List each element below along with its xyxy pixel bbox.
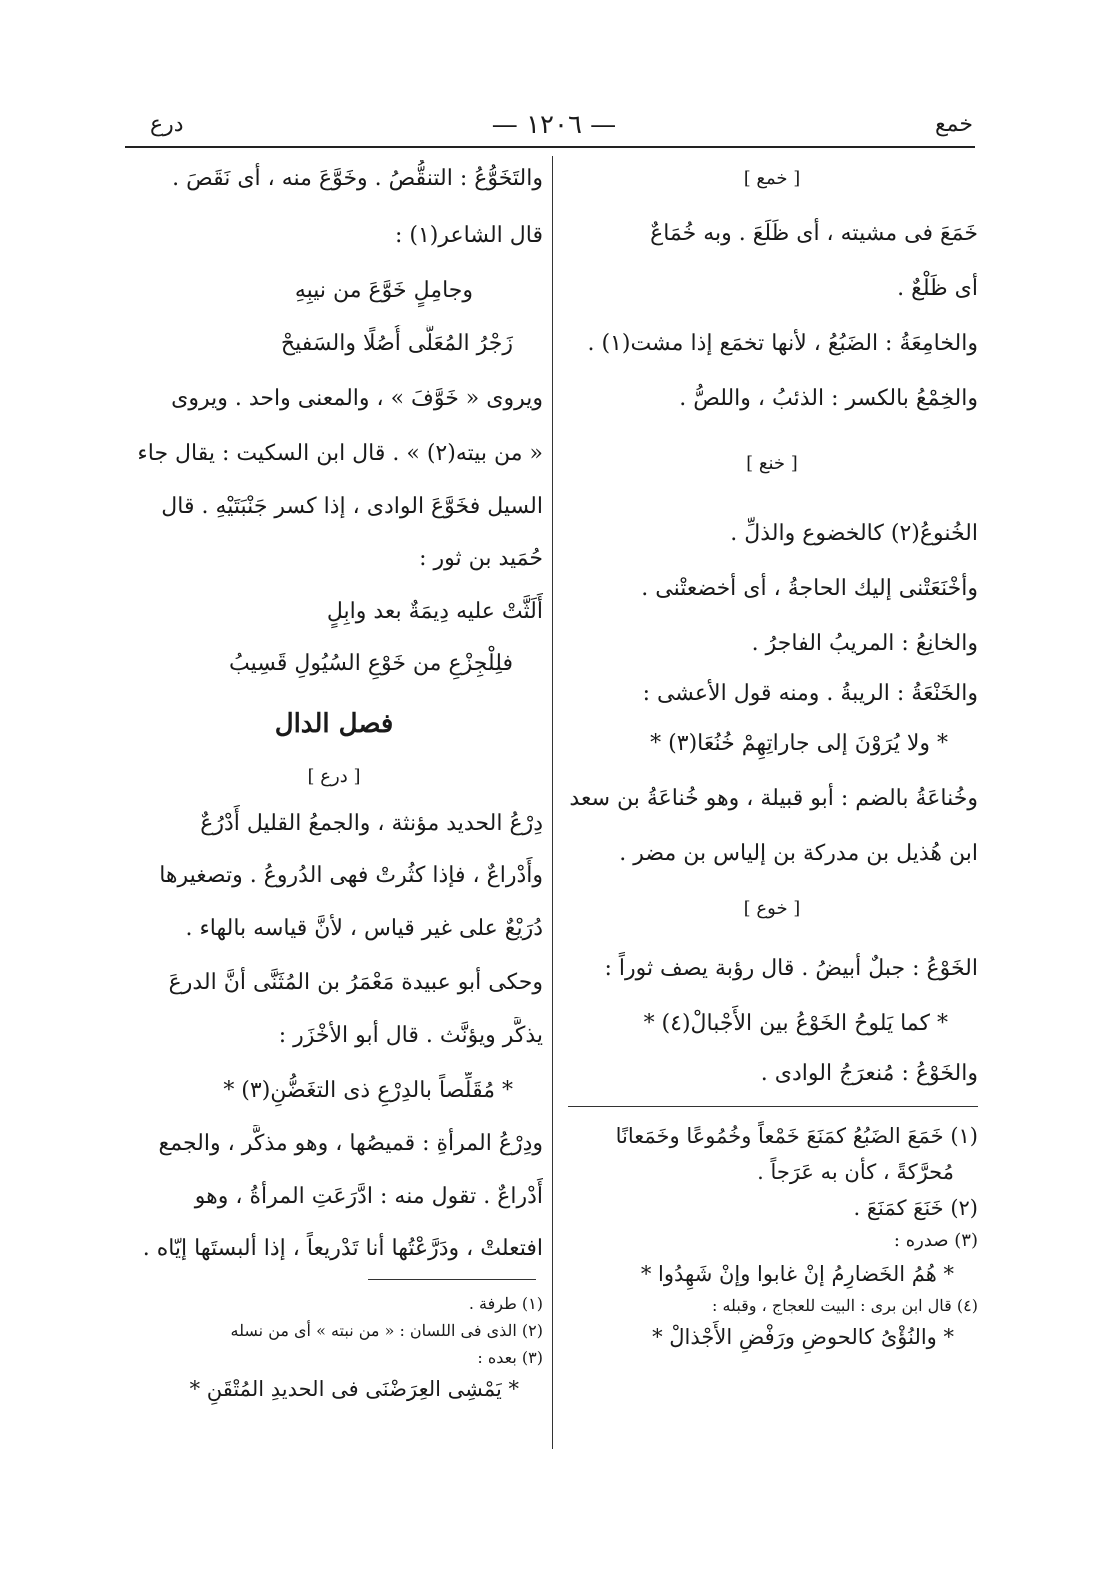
entry-heading: [ خوع ]	[743, 898, 801, 919]
footnote-line: مُحرَّكةً ، كأن به عَرَجاً .	[757, 1160, 954, 1184]
text-line: يذكَّر ويؤنَّث . قال أبو الأخْزَر :	[278, 1023, 543, 1048]
text-line: دُرَيْعٌ على غير قياس ، لأنَّ قياسه بالهاء .	[185, 916, 543, 941]
text-line: أَدْراعٌ . تقول منه : ادَّرَعَتِ المرأةُ ، وهو	[194, 1184, 543, 1209]
footnote-line: (٢) الذى فى اللسان : « من نبته » أى من نسله	[230, 1321, 543, 1340]
text-line: ويروى « خَوَّفَ » ، والمعنى واحد . ويروى	[171, 386, 543, 411]
text-line: أى ظَلْعٌ .	[897, 276, 978, 301]
footnote-line: * يَمْشِى العِرَضْنَى فى الحديدِ المُتْقَنِ *	[189, 1377, 519, 1401]
text-line: الخَوْعُ : جبلٌ أبيضُ . قال رؤبة يصف ثوراً :	[604, 956, 978, 981]
footnote-line: (٣) بعده :	[477, 1348, 543, 1367]
header-entry-word-left: درع	[150, 112, 184, 137]
verse-line: فلِلْجِزْعِ من خَوْعِ السُيُولِ قَسِيبُ	[229, 651, 513, 676]
text-line: السيل فخَوَّعَ الوادى ، إذا كسر جَنْبَتَيْهِ . قال	[161, 494, 543, 519]
footnote-line: (٤) قال ابن برى : البيت للعجاج ، وقبله :	[711, 1296, 978, 1315]
page-number: — ١٢٠٦ —	[491, 110, 617, 140]
text-line: وحكى أبو عبيدة مَعْمَرُ بن المُثَنَّى أنَّ الدرعَ	[168, 970, 543, 995]
text-line: والخَوْعُ : مُنعرَجُ الوادى .	[760, 1061, 978, 1086]
verse-line: * ولا يُرَوْنَ إلى جاراتِهِمْ خُنُعَا(٣) *	[650, 731, 948, 756]
text-line: ابن هُذيل بن مدركة بن إلياس بن مضر .	[619, 841, 978, 866]
column-divider	[552, 156, 553, 1449]
text-line: حُمَيد بن ثور :	[419, 546, 543, 571]
text-line: والتَخَوُّعُ : التنقُّصُ . وخَوَّعَ منه ، أى نَقَصَ .	[172, 166, 543, 191]
text-line: والخَنْعَةُ : الريبةُ . ومنه قول الأعشى :	[642, 681, 978, 706]
footnote-line: (٢) خَنَعَ كمَنَعَ .	[853, 1196, 978, 1220]
footnotes-right	[566, 1118, 978, 1355]
text-line: الخُنوعُ(٢) كالخضوع والذلِّ .	[730, 521, 978, 546]
footnote-line: (١) خَمَعَ الضَبُعُ كمَنَعَ خَمْعاً وخُمُوعًا وخَمَعانًا	[615, 1124, 978, 1148]
verse-line: * مُقَلِّصاً بالدِرْعِ ذى التغَضُّنِ(٣) *	[223, 1078, 513, 1103]
footnote-line: (٣) صدره :	[893, 1230, 978, 1251]
text-line: « من بيته(٢) » . قال ابن السكيت : يقال جاء	[137, 441, 543, 466]
text-line: وأَدْراعٌ ، فإذا كثُرتْ فهى الدُروعُ . وتصغيرها	[159, 863, 543, 888]
section-title: فصل الدال	[274, 709, 394, 739]
footnote-rule-left	[368, 1279, 536, 1280]
text-line: قال الشاعر(١) :	[394, 223, 543, 248]
text-line: والخانِعُ : المريبُ الفاجرُ .	[751, 631, 978, 656]
header-entry-word-right: خمع	[934, 112, 973, 137]
footnote-rule-right	[568, 1106, 978, 1107]
entry-heading: [ خمع ]	[743, 168, 801, 189]
text-line: وخُناعَةُ بالضم : أبو قبيلة ، وهو خُناعَةُ بن سعد	[569, 786, 978, 811]
footnote-line: (١) طرفة .	[468, 1294, 543, 1313]
header-rule	[125, 146, 975, 148]
entry-heading: [ درع ]	[307, 766, 361, 787]
text-line: دِرْعُ الحديد مؤنثة ، والجمعُ القليل أَدْرُعٌ	[200, 811, 543, 836]
text-line: أَلَثَّتْ عليه دِيمَةٌ بعد وابِلٍ	[326, 599, 543, 624]
verse-line: * كما يَلوحُ الخَوْعُ بين الأَجْبالْ(٤) *	[643, 1011, 948, 1036]
entry-heading: [ خنع ]	[746, 453, 798, 474]
text-line: ودِرْعُ المرأةِ : قميصُها ، وهو مذكَّر ، والجمع	[158, 1131, 543, 1156]
text-line: والخامِعَةُ : الضَبُعُ ، لأنها تخمَع إذا مشت(١) .	[587, 331, 978, 356]
text-line: افتعلتْ ، ودَرَّعْتُها أنا تَدْريعاً ، إذا ألبستَها إيّاه .	[142, 1236, 543, 1261]
footnote-line: * والنُؤْىُ كالحوضِ ورَفْضِ الأَجْذالْ *	[652, 1325, 954, 1349]
left-column	[125, 160, 543, 1450]
text-line: والخِمْعُ بالكسر : الذئبُ ، واللصُّ .	[679, 386, 978, 411]
footnote-line: * هُمُ الخَضارِمُ إنْ غابوا وإنْ شَهِدُوا *	[640, 1262, 954, 1286]
text-line: وأخْنَعَتْنى إليك الحاجةُ ، أى أخضعتْنى .	[641, 576, 978, 601]
text-line: خَمَعَ فى مشيته ، أى ظَلَعَ . وبه خُمَاعٌ	[650, 221, 978, 246]
footnotes-left	[125, 1290, 543, 1407]
verse-line: زَجْرُ المُعَلَّى أُصُلًا والسَفيحْ	[280, 331, 513, 356]
verse-line: وجامِلٍ خَوَّعَ من نيبِهِ	[294, 278, 473, 303]
